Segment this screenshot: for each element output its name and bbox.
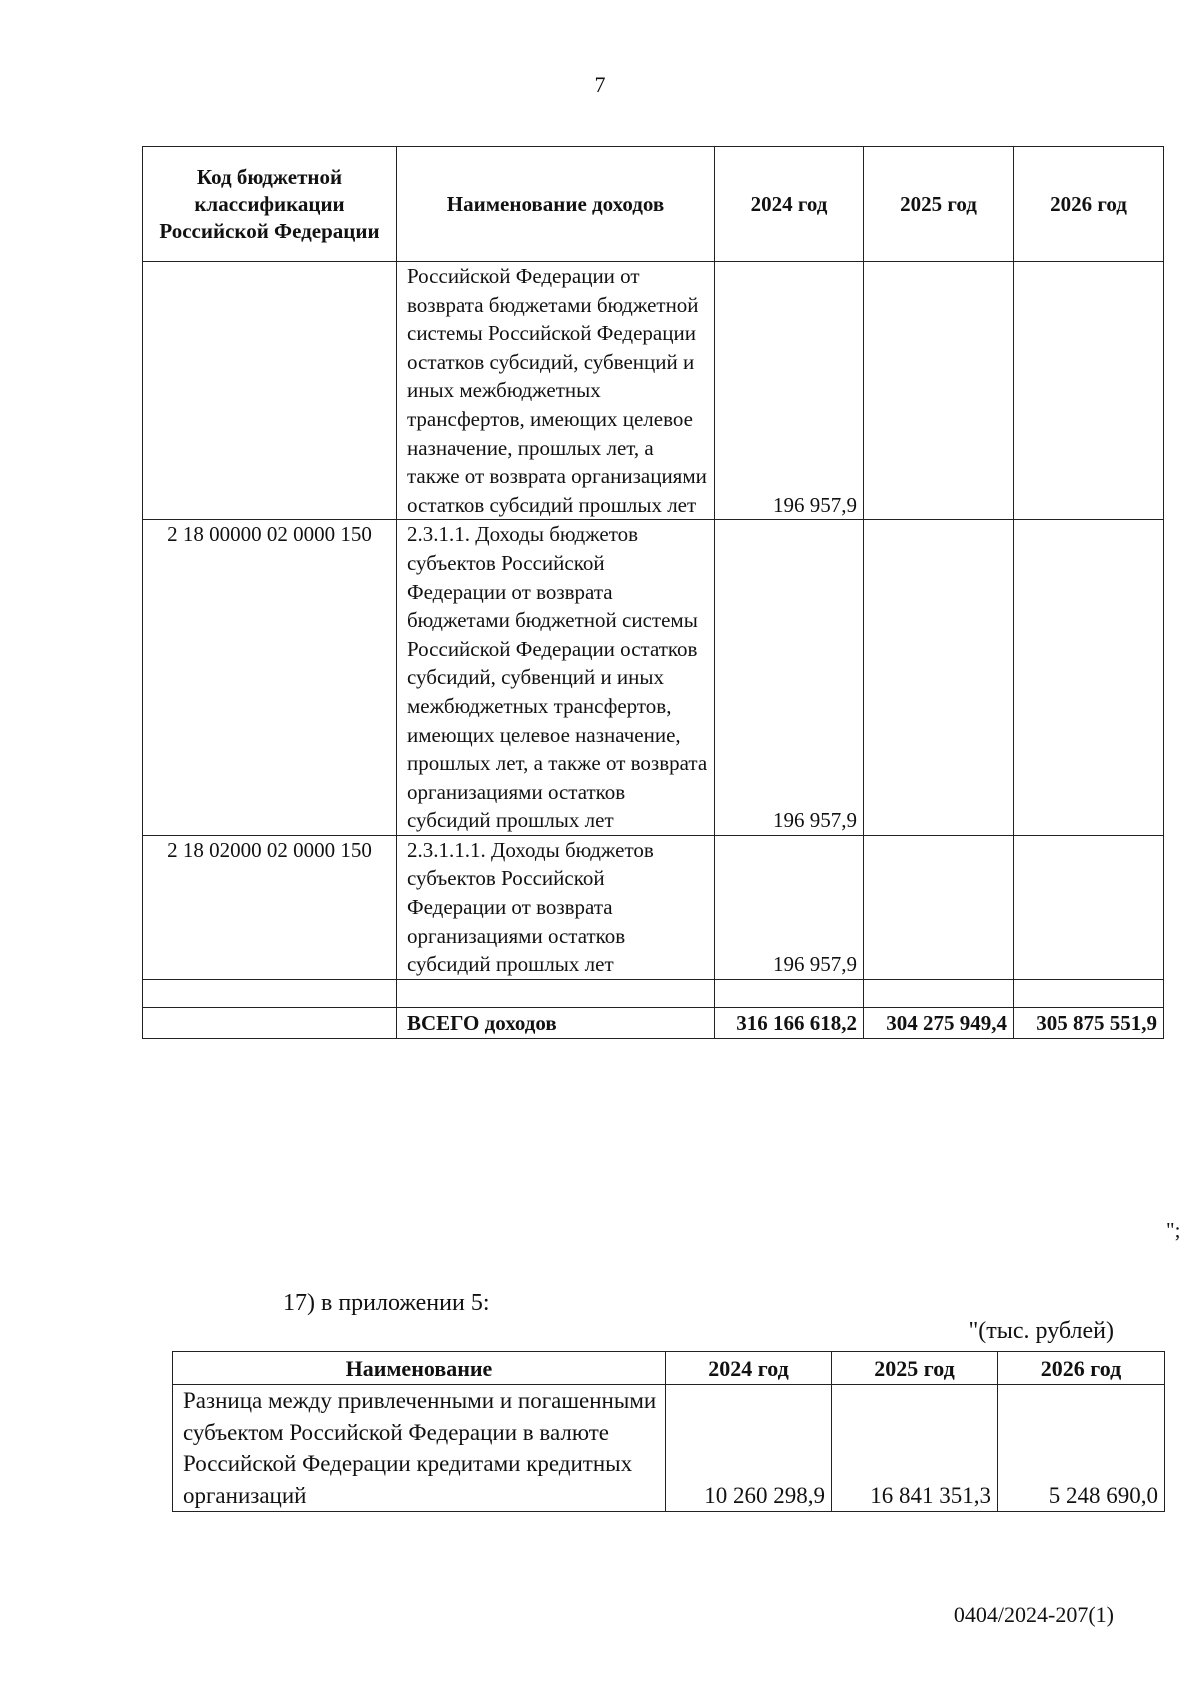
row-value-2024: 196 957,9 [715,835,864,979]
table-row [143,262,1164,520]
blank-cell [1014,979,1164,1007]
header-2026: 2026 год [998,1352,1165,1385]
row-code: 2 18 02000 02 0000 150 [143,835,397,979]
income-table [142,146,1164,1039]
blank-row [143,979,1164,1007]
page-number: 7 [594,72,606,97]
row-name: 2.3.1.1.1. Доходы бюджетов субъектов Российской Федерации от возврата организациями остатков субсидий прошлых лет [397,835,715,979]
row-value-2025: 16 841 351,3 [832,1385,998,1512]
row-name: 2.3.1.1. Доходы бюджетов субъектов Российской Федерации от возврата бюджетами бюджетной системы Российской Федерации остатков субсидий, субвенций и иных межбюджетных трансфертов, имеющих целевое назначение, прошлых лет, а также от возврата организациями остатков субсидий прошлых лет [397,520,715,836]
blank-cell [715,979,864,1007]
total-label: ВСЕГО доходов [397,1007,715,1038]
row-code [143,262,397,520]
total-2025: 304 275 949,4 [864,1007,1014,1038]
row-name: Российской Федерации от возврата бюджетами бюджетной системы Российской Федерации остатков субсидий, субвенций и иных межбюджетных трансфертов, имеющих целевое назначение, прошлых лет, а также от возврата организациями остатков субсидий прошлых лет [397,262,715,520]
row-value-2024: 196 957,9 [715,520,864,836]
header-2024: 2024 год [666,1352,832,1385]
document-id: 0404/2024-207(1) [953,1602,1114,1627]
row-value-2026 [1014,262,1164,520]
header-name: Наименование [173,1352,666,1385]
blank-cell [397,979,715,1007]
table-row [173,1385,1165,1512]
header-code: Код бюджетной классификации Российской Федерации [143,147,397,262]
table-row [143,835,1164,979]
table-row [143,520,1164,836]
row-value-2026 [1014,835,1164,979]
section-intro: 17) в приложении 5: [283,1290,490,1316]
row-code: 2 18 00000 02 0000 150 [143,520,397,836]
blank-cell [864,979,1014,1007]
unit-label: "(тыс. рублей) [968,1318,1114,1344]
header-2026: 2026 год [1014,147,1164,262]
header-2025: 2025 год [832,1352,998,1385]
row-name: Разница между привлеченными и погашенными субъектом Российской Федерации в валюте Российской Федерации кредитами кредитных организаций [173,1385,666,1512]
row-value-2025 [864,520,1014,836]
row-value-2024: 10 260 298,9 [666,1385,832,1512]
income-table-header [143,147,1164,262]
header-2024: 2024 год [715,147,864,262]
total-row [143,1007,1164,1038]
header-2025: 2025 год [864,147,1014,262]
row-value-2026 [1014,520,1164,836]
total-code-cell [143,1007,397,1038]
row-value-2025 [864,835,1014,979]
borrow-table-header [173,1352,1165,1385]
row-value-2026: 5 248 690,0 [998,1385,1165,1512]
borrow-table [172,1351,1165,1512]
row-value-2025 [864,262,1014,520]
header-name: Наименование доходов [397,147,715,262]
total-2026: 305 875 551,9 [1014,1007,1164,1038]
row-value-2024: 196 957,9 [715,262,864,520]
total-2024: 316 166 618,2 [715,1007,864,1038]
blank-cell [143,979,397,1007]
closing-quote-mark: "; [1166,1218,1181,1242]
